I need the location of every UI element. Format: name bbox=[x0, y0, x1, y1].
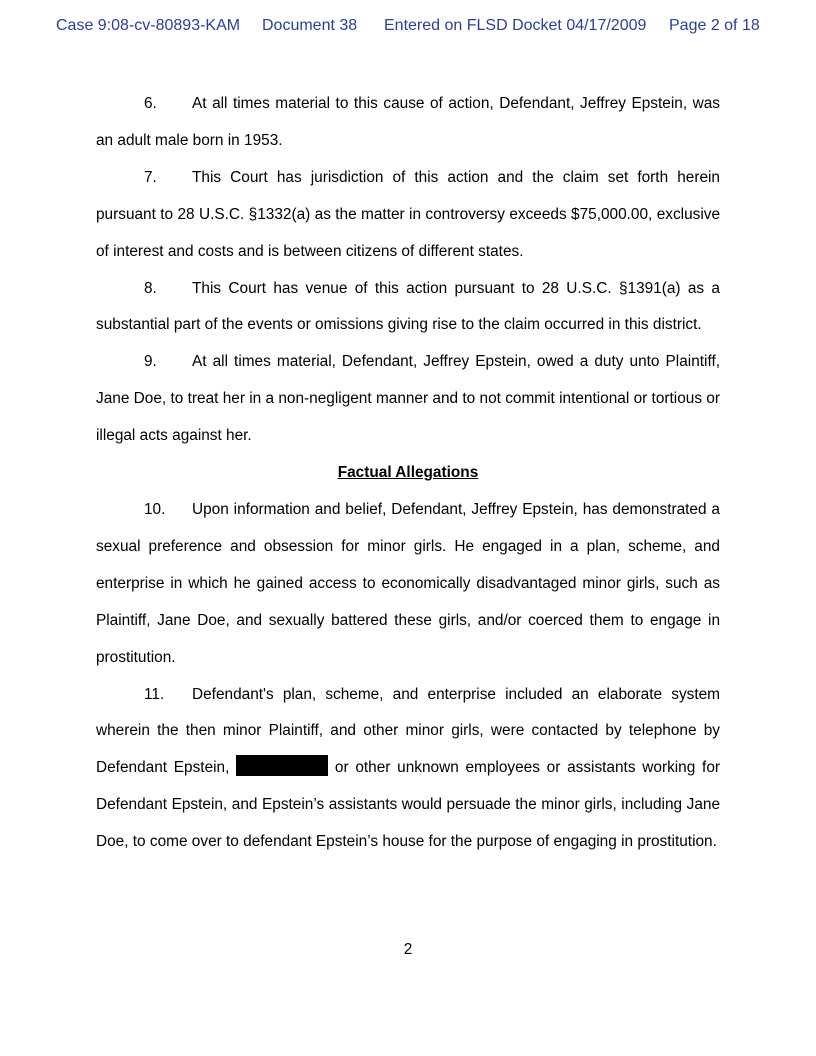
paragraph-text: Upon information and belief, Defendant, Jeffrey Epstein, has demonstrated a sexual preference and obsession for minor girls. He engaged in a plan, scheme, and enterprise in which he gained access to economically disadvantaged minor girls, such as Plaintiff, Jane Doe, and sexually battered these girls, and/or coerced them to engage in prostitution. bbox=[96, 500, 720, 666]
page-number: 2 bbox=[403, 941, 413, 958]
redaction-box bbox=[236, 755, 328, 776]
paragraph-number: 9. bbox=[144, 353, 157, 371]
paragraph-number: 7. bbox=[144, 168, 157, 186]
paragraph-11 bbox=[96, 677, 720, 862]
paragraph-6 bbox=[96, 86, 720, 160]
paragraph-7 bbox=[96, 160, 720, 271]
paragraph-text: At all times material, Defendant, Jeffrey Epstein, owed a duty unto Plaintiff, Jane Doe, to treat her in a non-negligent manner and to not commit intentional or tortious or illegal acts against her. bbox=[96, 353, 720, 445]
docket-entry-date: Entered on FLSD Docket 04/17/2009 bbox=[384, 17, 647, 34]
paragraph-9 bbox=[96, 344, 720, 455]
paragraph-number: 10. bbox=[144, 500, 166, 518]
paragraph-number: 11. bbox=[144, 685, 165, 703]
paragraph-text-after-redaction: or other unknown employees or assistants working for Defendant Epstein, and Epstein’s assistants would persuade the minor girls, including Jane Doe, to come over to defendant Epstein’s house for the purpose of engaging in prostitution. bbox=[96, 759, 721, 851]
document-number: Document 38 bbox=[262, 17, 358, 34]
paragraph-10 bbox=[96, 492, 720, 677]
paragraph-number: 8. bbox=[144, 279, 157, 297]
page-count: Page 2 of 18 bbox=[669, 17, 760, 34]
section-heading: Factual Allegations bbox=[337, 464, 479, 482]
paragraph-number: 6. bbox=[144, 95, 157, 112]
paragraph-text: This Court has venue of this action pursuant to 28 U.S.C. §1391(a) as a substantial part of the events or omissions giving rise to the claim occurred in this district. bbox=[96, 279, 720, 334]
document-body bbox=[96, 86, 720, 861]
paragraph-text: This Court has jurisdiction of this action and the claim set forth herein pursuant to 28 U.S.C. §1332(a) as the matter in controversy exceeds $75,000.00, exclusive of interest and costs and is between citizens of different states. bbox=[96, 168, 720, 260]
paragraph-text: At all times material to this cause of action, Defendant, Jeffrey Epstein, was an adult male born in 1953. bbox=[96, 95, 720, 149]
paragraph-8 bbox=[96, 271, 720, 345]
paragraph-text-before-redaction: Defendant's plan, scheme, and enterprise included an elaborate system wherein the then minor Plaintiff, and other minor girls, were contacted by telephone by Defendant Epstein, bbox=[96, 685, 720, 777]
case-number: Case 9:08-cv-80893-KAM bbox=[56, 17, 241, 34]
docket-header bbox=[56, 17, 762, 39]
